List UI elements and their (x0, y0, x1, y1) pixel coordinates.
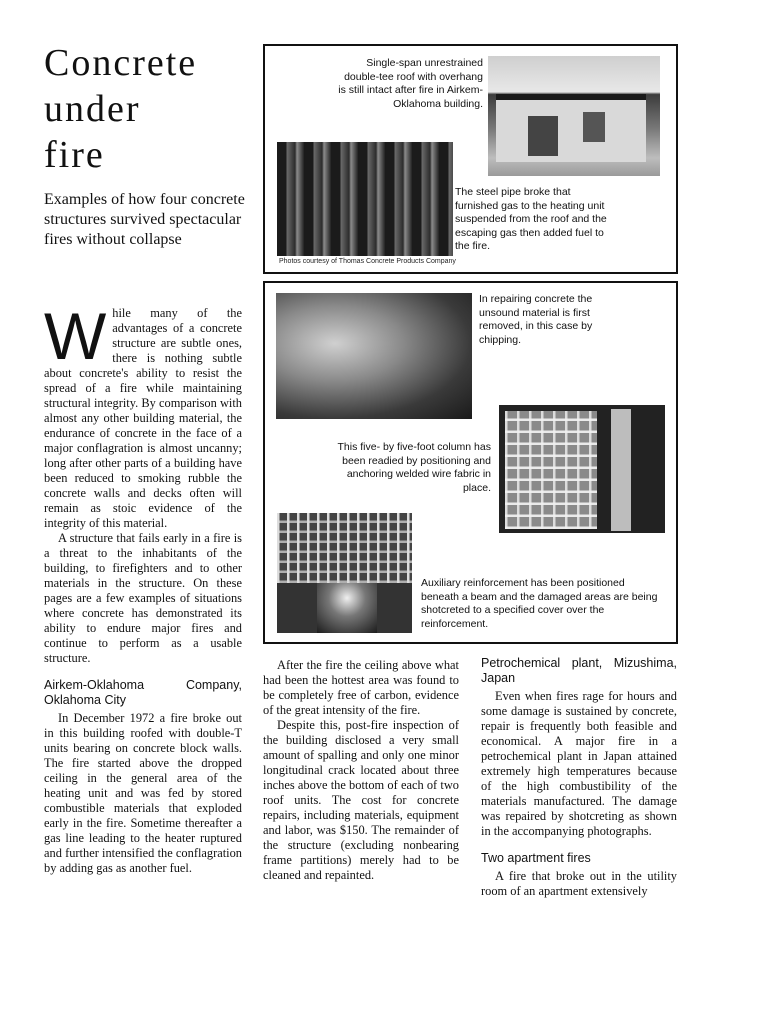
building-exterior-photo (488, 56, 660, 176)
caption-beam: Auxiliary reinforcement has been positioned beneath a beam and the damaged areas are being shotcreted to a specified cover over the reinforcement. (421, 577, 658, 630)
airkem-paragraph-3: Despite this, post-fire inspection of the building disclosed a very small amount of spalling and only one minor longitudinal crack located about three inches above the bottom of each of two roof units. The cost for concrete repairs, including materials, equipment and labor, was $150. The remainder of the structure (excluding nonbearing frame partitions) merely had to be cleaned and repainted. (263, 718, 459, 882)
column-middle (263, 658, 459, 883)
petro-paragraph: Even when fires rage for hours and some damage is sustained by concrete, repair is frequently both feasible and economical. A major fire in a petrochemical plant in Japan attained extremely high temperatures because of the high combustibility of the materials manufactured. The damage was repaired by shotcreting as shown in the accompanying photographs. (481, 689, 677, 838)
title-line: under (44, 88, 141, 130)
shotcrete-photo (277, 513, 412, 633)
column-left (44, 299, 242, 876)
fire-damage-photo (277, 142, 453, 256)
airkem-paragraph-2: After the fire the ceiling above what had been the hottest area was found to be completely free of carbon, evidence of the great intensity of the fire. (263, 658, 459, 717)
section-heading-petrochemical: Petrochemical plant, Mizushima, Japan (481, 656, 677, 685)
apartments-paragraph: A fire that broke out in the utility room of an apartment extensively (481, 869, 677, 898)
intro-text: hile many of the advantages of a concrete structure are subtle ones, there is nothing subtle about concrete's ability to resist the spread of a fire while maintaining structural integrity. By comparison with almost any other building material, the endurance of concrete in the face of a major conflagration is almost uncanny; long after other parts of a building have been reduced to smoking rubble the concrete walls and decks often will remain as stoic evidence of the integrity of this material. (44, 306, 242, 530)
caption-roof: Single-span unrestrained double-tee roof with overhang is still intact after fire in Airkem-Oklahoma building. (338, 57, 483, 110)
photo-credit: Photos courtesy of Thomas Concrete Products Company (279, 258, 456, 265)
section-heading-airkem: Airkem-Oklahoma Company, Oklahoma City (44, 678, 242, 707)
section-heading-apartments: Two apartment fires (481, 851, 591, 865)
title-line: fire (44, 134, 105, 176)
column-photo (499, 405, 665, 533)
column-right (481, 644, 677, 899)
intro-paragraph (44, 299, 242, 531)
chipping-photo (276, 293, 472, 419)
caption-pipe: The steel pipe broke that furnished gas to the heating unit suspended from the roof and the escaping gas then added fuel to the fire. (455, 186, 607, 252)
article-subtitle: Examples of how four concrete structures survived spectacular fires without collapse (44, 191, 245, 248)
article-title (44, 40, 254, 178)
caption-column: This five- by five-foot column has been readied by positioning and anchoring welded wire fabric in place. (337, 441, 491, 494)
caption-chipping: In repairing concrete the unsound material is first removed, in this case by chipping. (479, 293, 593, 346)
photo-panel-repair (263, 281, 678, 644)
title-line: Concrete (44, 42, 198, 84)
photo-panel-airkem (263, 44, 678, 274)
airkem-paragraph-1: In December 1972 a fire broke out in this building roofed with double-T units bearing on concrete block walls. The fire started above the dropped ceiling in the general area of the heating unit and was fed by stored combustible materials that exploded early in the fire. Sometime thereafter a gas line leading to the heater ruptured and further intensified the conflagration by adding gas as another fuel. (44, 711, 242, 875)
intro-paragraph-2: A structure that fails early in a fire is a threat to the inhabitants of the building, to firefighters and to other materials in the structure. On these pages are a few examples of situations where concrete has demonstrated its ability to endure major fires and continue to perform as a usable structure. (44, 531, 242, 665)
drop-cap: W (44, 299, 107, 373)
